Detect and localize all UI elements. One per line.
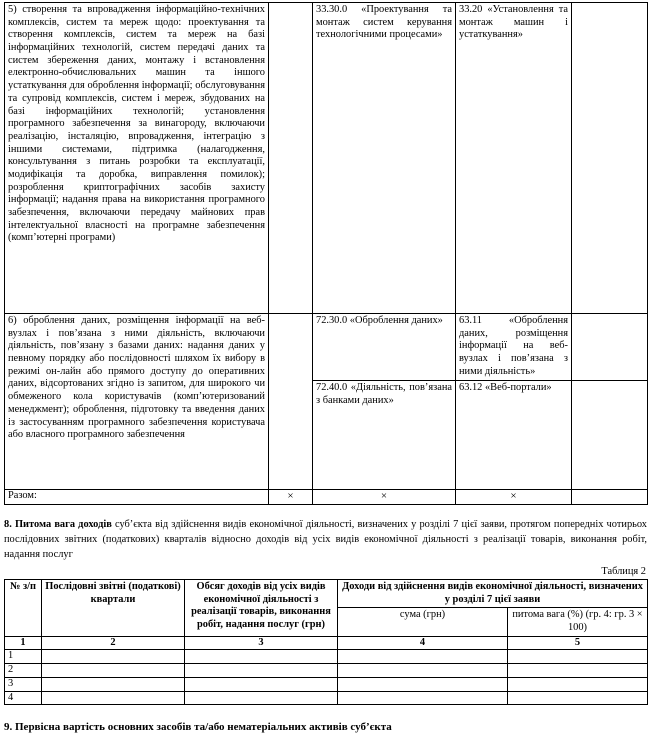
column-number: 5 <box>508 636 648 650</box>
header-share: питома вага (%) (гр. 4: гр. 3 × 100) <box>508 608 648 636</box>
table-row <box>5 664 648 678</box>
quarter-cell[interactable] <box>42 677 185 691</box>
section-8 <box>4 518 647 562</box>
row-number: 2 <box>5 664 42 678</box>
activity-description: 5) створення та впровадження інформаційно-технічних комплексів, систем та мереж щодо: проектування та створення комплексів, систем та мереж на базі інформаційних технологій, систем передачі даних та систем збереження даних, монтажу і встановлення електронно-обчислювальних машин та іншого устаткування для оброблення інформації; обслуговування та супровід комплексів, систем і мереж, збудованих на базі інформаційних технологій; установлення програмного забезпечення за винагороду, включаючи реалізацію, інсталяцію, впровадження, інтеграцію з іншими системами, підтримка (налагодження, консультування з питань розробки та експлуатації, модифікація та доробка, виправлення помилок); розроблення криптографічних засобів захисту інформації; надання права на використання програмного забезпечення, включаючи передачу майнових прав інтелектуальної власності на програмне забезпечення (комп’ютерні програми) <box>5 3 269 314</box>
kved-old-code: 33.30.0 «Проектування та монтаж систем керування технологічними процесами» <box>313 3 456 314</box>
share-cell[interactable] <box>508 677 648 691</box>
share-cell[interactable] <box>508 664 648 678</box>
income-total-cell[interactable] <box>185 691 338 705</box>
table-row <box>5 3 648 314</box>
column-number: 3 <box>185 636 338 650</box>
header-quarters: Послідовні звітні (податкові) квартали <box>42 580 185 637</box>
kved-old-code: 72.30.0 «Оброблення даних» <box>313 314 456 381</box>
cross-mark: × <box>456 490 572 505</box>
income-total-cell[interactable] <box>185 677 338 691</box>
column-number: 2 <box>42 636 185 650</box>
section-8-title: 8. Питома вага доходів <box>4 519 112 530</box>
share-cell[interactable] <box>508 650 648 664</box>
column-numbers-row <box>5 636 648 650</box>
kved-new-code: 63.11 «Оброблення даних, розміщення інформації на веб-вузлах і пов’язана з ними діяльність» <box>456 314 572 381</box>
header-sum: сума (грн) <box>338 608 508 636</box>
table-row <box>5 314 648 381</box>
total-label: Разом: <box>5 490 269 505</box>
table-row <box>5 677 648 691</box>
activities-table <box>4 2 648 505</box>
row-number: 4 <box>5 691 42 705</box>
sum-cell[interactable] <box>338 677 508 691</box>
section-9-title: 9. Первісна вартість основних засобів та/або нематеріальних активів суб’єкта <box>4 721 392 733</box>
row-number: 1 <box>5 650 42 664</box>
table-row <box>5 691 648 705</box>
table-2-label: Таблиця 2 <box>601 566 646 577</box>
quarter-cell[interactable] <box>42 664 185 678</box>
header-income-group: Доходи від здійснення видів економічної діяльності, визначених у розділі 7 цієї заяви <box>338 580 648 608</box>
cross-mark: × <box>313 490 456 505</box>
header-income-total: Обсяг доходів від усіх видів економічної діяльності з реалізації товарів, виконання робіт, надання послуг (грн) <box>185 580 338 637</box>
header-num: № з/п <box>5 580 42 637</box>
row-number: 3 <box>5 677 42 691</box>
sum-cell[interactable] <box>338 650 508 664</box>
total-row <box>5 490 648 505</box>
income-total-cell[interactable] <box>185 664 338 678</box>
income-total-cell[interactable] <box>185 650 338 664</box>
income-table <box>4 579 648 705</box>
sum-cell[interactable] <box>338 664 508 678</box>
section-8-text: суб’єкта від здійснення видів економічної діяльності, визначених у розділі 7 цієї заяви, протягом попередніх чотирьох послідовних звітних (податкових) кварталів відносно доходів від усіх видів економічної діяльності з реалізації товарів, виконання робіт, надання послуг <box>4 519 648 560</box>
kved-new-code: 33.20 «Установлення та монтаж машин і устаткування» <box>456 3 572 314</box>
activity-description: 6) оброблення даних, розміщення інформації на веб-вузлах і пов’язана з ними діяльність, включаючи діяльність, пов’язану з базами даних: надання даних у певному порядку або послідовності шляхом їх вибору в режимі он-лайн або прямого доступу до оперативних даних, відсортованих згідно із запитом, для широкого чи обмеженого кола користувачів (комп’ютеризований менеджмент); оброблення, підготовку та введення даних із застосуванням програмного забезпечення користувача або власного програмного забезпечення <box>5 314 269 490</box>
quarter-cell[interactable] <box>42 650 185 664</box>
column-number: 4 <box>338 636 508 650</box>
cross-mark: × <box>269 490 313 505</box>
column-number: 1 <box>5 636 42 650</box>
share-cell[interactable] <box>508 691 648 705</box>
kved-old-code: 72.40.0 «Діяльність, пов’язана з банками даних» <box>313 381 456 490</box>
kved-new-code: 63.12 «Веб-портали» <box>456 381 572 490</box>
sum-cell[interactable] <box>338 691 508 705</box>
quarter-cell[interactable] <box>42 691 185 705</box>
table-row <box>5 650 648 664</box>
